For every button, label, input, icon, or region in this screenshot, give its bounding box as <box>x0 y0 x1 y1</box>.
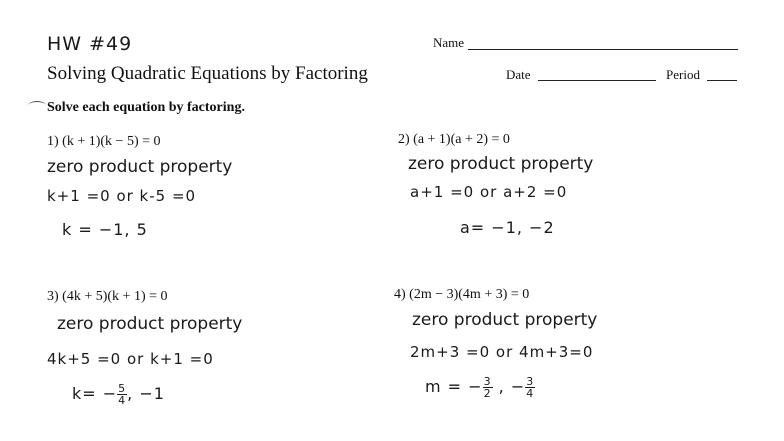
problem-3-answer-fraction <box>117 383 127 406</box>
problem-1-step2: k+1 =0 or k-5 =0 <box>47 187 197 205</box>
problem-3-answer <box>72 383 165 406</box>
fraction-denominator: 4 <box>526 387 535 400</box>
problem-1-equation: 1) (k + 1)(k − 5) = 0 <box>47 134 161 149</box>
problem-2-equation: 2) (a + 1)(a + 2) = 0 <box>398 132 510 147</box>
date-field-line[interactable] <box>538 80 656 81</box>
problem-3-equation: 3) (4k + 5)(k + 1) = 0 <box>47 289 168 304</box>
name-label: Name <box>433 35 465 50</box>
problem-3-answer-prefix: k= − <box>72 384 118 403</box>
problem-2-answer: a= −1, −2 <box>460 218 555 237</box>
instructions: Solve each equation by factoring. <box>47 100 245 115</box>
fraction-numerator: 5 <box>118 382 127 395</box>
fraction-numerator: 3 <box>526 375 535 388</box>
period-field-line[interactable] <box>707 80 737 81</box>
problem-1-step1: zero product property <box>47 157 233 177</box>
problem-4-answer-fraction-2 <box>525 376 535 399</box>
problem-4-step1: zero product property <box>412 310 598 330</box>
fraction-numerator: 3 <box>483 375 492 388</box>
problem-2-step1: zero product property <box>408 154 594 174</box>
worksheet-title: Solving Quadratic Equations by Factoring <box>47 63 368 84</box>
fraction-denominator: 2 <box>483 387 492 400</box>
problem-4-answer <box>425 376 535 399</box>
fraction-denominator: 4 <box>118 394 127 407</box>
problem-4-step2: 2m+3 =0 or 4m+3=0 <box>410 343 594 361</box>
problem-4-equation: 4) (2m − 3)(4m + 3) = 0 <box>394 287 530 302</box>
problem-1-answer: k = −1, 5 <box>62 220 148 239</box>
problem-3-answer-suffix: , −1 <box>127 384 165 403</box>
problem-4-answer-separator: , − <box>492 377 526 396</box>
problem-2-step2: a+1 =0 or a+2 =0 <box>410 183 568 201</box>
problem-3-step1: zero product property <box>57 314 243 334</box>
period-label: Period <box>666 67 700 82</box>
problem-4-answer-prefix: m = − <box>425 377 483 396</box>
problem-3-step2: 4k+5 =0 or k+1 =0 <box>47 350 214 368</box>
name-field-line[interactable] <box>468 49 738 50</box>
pen-mark <box>28 101 46 110</box>
date-label: Date <box>506 67 531 82</box>
homework-number: HW #49 <box>47 33 133 55</box>
problem-4-answer-fraction-1 <box>483 376 493 399</box>
